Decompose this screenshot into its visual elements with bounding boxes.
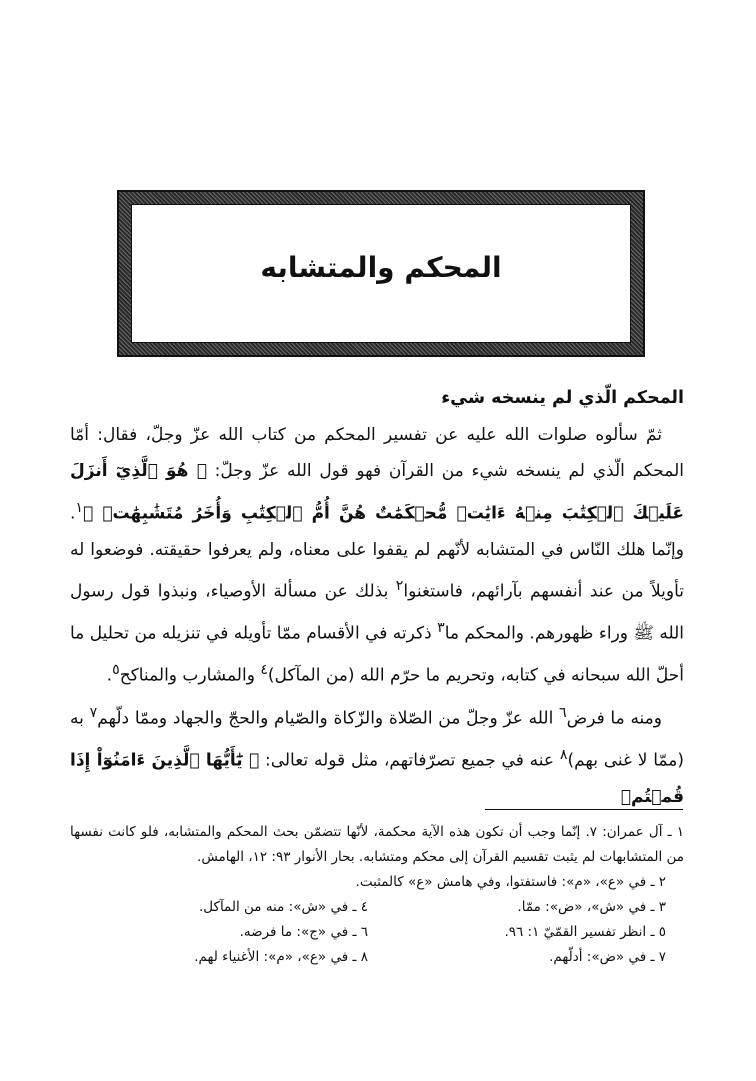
- main-text: [70, 380, 684, 815]
- paragraph-text: ثمّ سألوه صلوات الله عليه عن تفسير المحكم من كتاب الله عزّ وجلّ، فقال: أمّا المحكم الّذي لم ينسخه شيء من القرآن فهو قول الله عزّ وجلّ:: [70, 424, 684, 481]
- footnote-marker: ٧: [89, 704, 98, 721]
- footnote-marker: ١: [75, 499, 84, 516]
- footnote-8: ٨ ـ في «ع»، «م»: الأغنياء لهم.: [194, 949, 368, 965]
- paragraph-text: عنه في جميع تصرّفاتهم، مثل قوله تعالى:: [259, 750, 560, 771]
- footnote-row: [70, 920, 684, 945]
- quran-verse: ﴿ يَٰٓأَيُّهَا ٱلَّذِينَ ءَامَنُوٓاْ إِذَا قُمۡتُمۡ: [70, 750, 684, 807]
- footnote-4: ٤ ـ في «ش»: منه من المآكل.: [199, 899, 368, 915]
- paragraph-text: به (ممّا لا غنى بهم): [70, 708, 684, 771]
- footnote-separator: [485, 809, 683, 810]
- section-heading: المحكم الّذي لم ينسخه شيء: [441, 388, 684, 408]
- footnote-marker: ٥: [112, 662, 120, 679]
- footnote-row: [70, 945, 684, 970]
- chapter-title-box: [131, 204, 631, 343]
- footnote-3: ٣ ـ في «ش»، «ض»: ممّا.: [517, 899, 666, 915]
- footnote-7: ٧ ـ في «ض»: أدلّهم.: [549, 949, 666, 965]
- paragraph-text: .: [106, 666, 113, 687]
- chapter-title: المحكم والمتشابه: [260, 251, 502, 284]
- footnote-marker: ٤: [260, 662, 268, 679]
- paragraph-text: بذلك عن مسألة الأوصياء، ونبذوا قول رسول الله ﷺ وراء ظهورهم. والمحكم ما: [70, 581, 685, 644]
- footnote-marker: ٢: [395, 578, 404, 595]
- paragraph-text: ومنه ما فرض: [566, 708, 663, 729]
- footnote-marker: ٨: [559, 746, 568, 763]
- paragraph-text: والمشارب والمناكح: [119, 666, 261, 687]
- footnote-marker: ٦: [559, 704, 567, 721]
- footnotes: [70, 820, 684, 970]
- footnote-row: [70, 895, 684, 920]
- paragraph-text: الله عزّ وجلّ من الصّلاة والزّكاة والصّيام والحجّ والجهاد وممّا دلّهم: [97, 708, 560, 729]
- footnote-5: ٥ ـ انظر تفسير القمّيّ ١: ٩٦.: [504, 924, 666, 940]
- paragraph-1: [70, 417, 684, 695]
- paragraph-text: ذكرته في الأقسام ممّا تأويله في تنزيله من تحليل ما أحلّ الله سبحانه في كتابه، وتحريم ما حرّم الله (من المآكل): [70, 623, 684, 687]
- footnote-1: ١ ـ آل عمران: ٧. إنّما وجب أن تكون هذه الآية محكمة، لأنّها تتضمّن بحث المحكم والمتشابه، فلو كانت نفسها من المتشابهات لم يثبت تقسيم القرآن إلى محكم ومتشابه. بحار الأنوار ٩٣: ١٢، الهامش.: [70, 824, 684, 865]
- paragraph-2: [70, 695, 684, 816]
- footnote-marker: ٣: [437, 620, 445, 637]
- paragraph-text: . وإنّما هلك النّاس في المتشابه لأنّهم لم يقفوا على معناه، ولم يعرفوا حقيقته. فوضعوا له تأويلاً من عند أنفسهم بآرائهم، فاستغنوا: [70, 503, 685, 602]
- footnote-6: ٦ ـ في «ج»: ما فرضه.: [239, 924, 368, 940]
- footnote-2: ٢ ـ في «ع»، «م»: فاستفتوا، وفي هامش «ع» كالمثبت.: [355, 874, 666, 890]
- chapter-title-frame: [117, 190, 645, 357]
- quran-verse: ﴿ هُوَ ٱلَّذِيٓ أَنزَلَ عَلَيۡكَ ٱلۡكِتَٰبَ مِنۡهُ ءَايَٰتٞ مُّحۡكَمَٰتٌ هُنَّ أُمُّ ٱلۡكِتَٰبِ وَأُخَرُ مُتَشَٰبِهَٰتٞ ﴾: [70, 461, 684, 524]
